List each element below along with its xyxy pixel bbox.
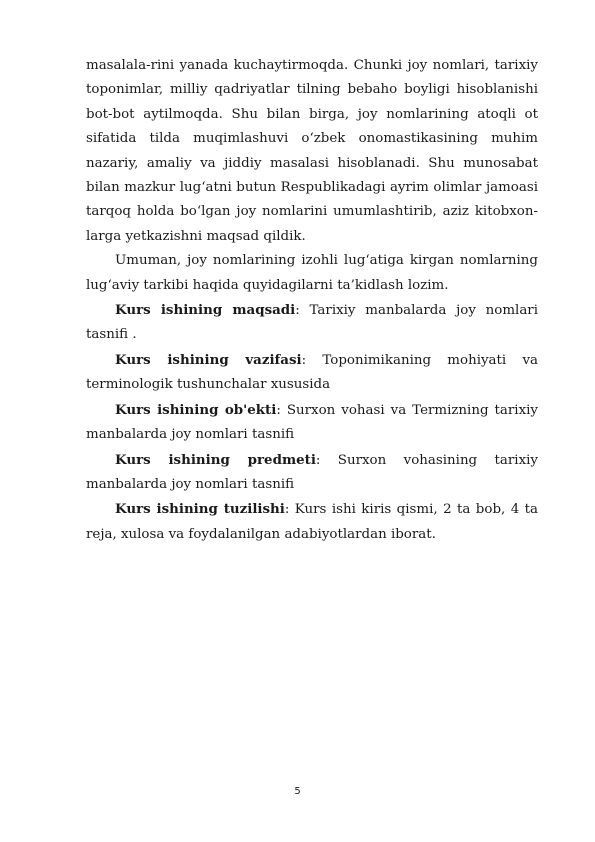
course-task-text: : Toponimikaning mohiyati va terminologik tushunchalar xususida [86,352,538,393]
course-structure-text: : Kurs ishi kiris qismi, 2 ta bob, 4 ta reja, xulosa va foydalanilgan adabiyotlardan iborat. [86,502,539,542]
course-structure-term: Kurs ishining tuzilishi [115,501,285,518]
course-subject-paragraph [86,448,538,498]
intro-paragraph: masalala-rini yanada kuchaytirmoqda. Chunki joy nomlari, tarixiy toponimlar, milliy qadriyatlar tilning bebaho boyligi hisoblanishi bot-bot aytilmoqda. Shu bilan birga, joy nomlarining atoqli ot sifatida tilda muqimlashuvi o‘zbek onomastikasining muhim nazariy, amaliy va jiddiy masalasi hisoblanadi. Shu munosabat bilan mazkur lug‘atni butun Respublikadagi ayrim olimlar jamoasi tarqoq holda bo‘lgan joy nomlarini umumlashtirib, aziz kitobxon-larga yetkazishni maqsad qildik. [86,58,538,244]
document-body [86,54,538,547]
course-task-paragraph [86,348,538,398]
course-object-paragraph [86,398,538,448]
course-subject-text: : Surxon vohasining tarixiy manbalarda joy nomlari tasnifi [86,452,538,492]
course-object-text: : Surxon vohasi va Termizning tarixiy manbalarda joy nomlari tasnifi [86,402,538,443]
course-goal-paragraph [86,298,538,348]
course-goal-term: Kurs ishining maqsadi [115,302,296,319]
course-subject-term: Kurs ishining predmeti [115,451,316,468]
summary-paragraph: Umuman, joy nomlarining izohli lug‘atiga kirgan nomlarning lug‘aviy tarkibi haqida quyidagilarni ta’kidlash lozim. [86,253,538,293]
page-number: 5 [294,786,301,797]
course-task-term: Kurs ishining vazifasi [115,351,302,368]
course-goal-text: : Tarixiy manbalarda joy nomlari tasnifi . [86,303,538,343]
course-object-term: Kurs ishining ob'ekti [115,401,277,418]
course-structure-paragraph [86,497,538,547]
